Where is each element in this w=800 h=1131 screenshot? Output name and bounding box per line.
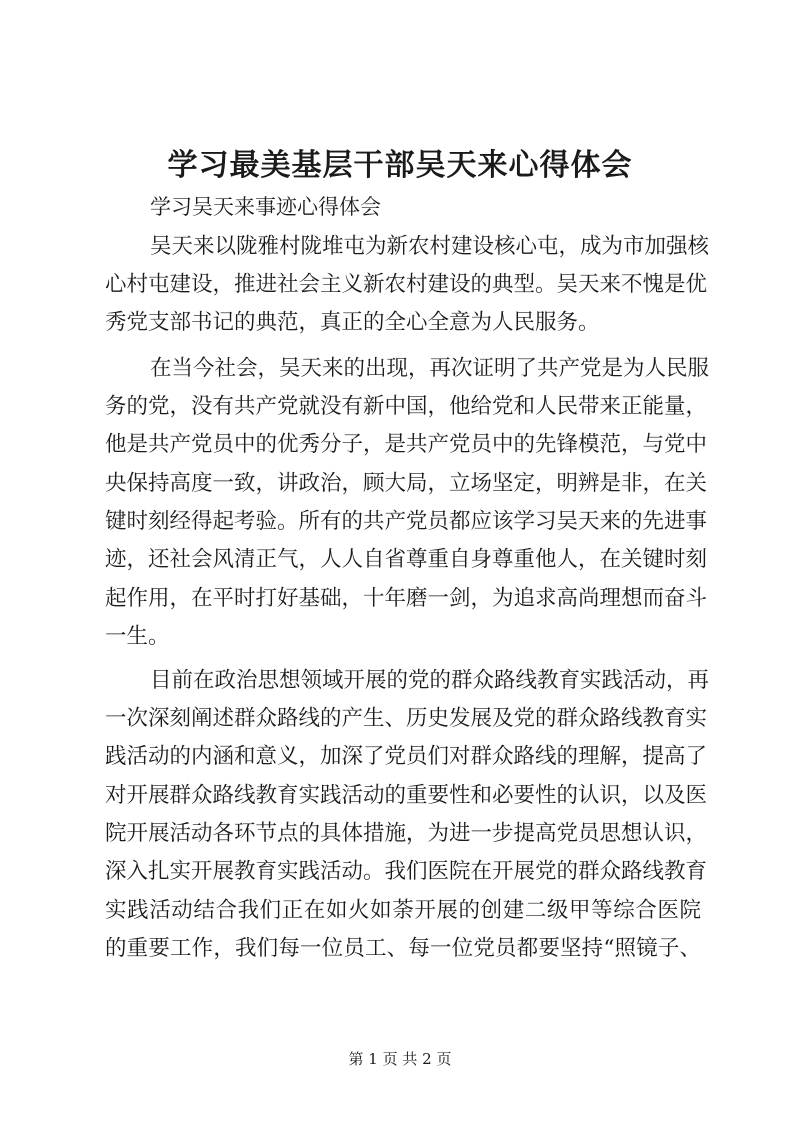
paragraph-2-line-1: 在当今社会，吴天来的出现，再次证明了共产党是为人民服	[150, 356, 710, 381]
paragraph-2-line-3: 他是共产党员中的优秀分子，是共产党员中的先锋模范，与党中	[105, 432, 708, 457]
paragraph-3-line-3: 践活动的内涵和意义，加深了党员们对群众路线的理解，提高了	[105, 744, 708, 769]
paragraph-1-line-2: 心村屯建设，推进社会主义新农村建设的典型。吴天来不愧是优	[105, 272, 708, 297]
paragraph-2-line-5: 键时刻经得起考验。所有的共产党员都应该学习吴天来的先进事	[105, 509, 708, 534]
paragraph-2-line-4: 央保持高度一致，讲政治，顾大局，立场坚定，明辨是非，在关	[105, 471, 708, 496]
paragraph-3-line-2: 一次深刻阐述群众路线的产生、历史发展及党的群众路线教育实	[105, 706, 708, 731]
paragraph-3-line-8: 的重要工作，我们每一位员工、每一位党员都要坚持“照镜子、	[105, 936, 701, 961]
paragraph-3-line-5: 院开展活动各环节点的具体措施，为进一步提高党员思想认识，	[105, 821, 708, 846]
paragraph-3-line-6: 深入扎实开展教育实践活动。我们医院在开展党的群众路线教育	[105, 859, 708, 884]
document-subtitle: 学习吴天来事迹心得体会	[150, 195, 381, 219]
paragraph-1-line-1: 吴天来以陇雅村陇堆屯为新农村建设核心屯，成为市加强核	[150, 234, 710, 259]
paragraph-3-line-7: 实践活动结合我们正在如火如荼开展的创建二级甲等综合医院	[105, 898, 701, 923]
paragraph-2-line-8: 一生。	[105, 624, 170, 649]
paragraph-3-line-4: 对开展群众路线教育实践活动的重要性和必要性的认识，以及医	[105, 783, 708, 808]
paragraph-1-line-3: 秀党支部书记的典范，真正的全心全意为人民服务。	[105, 310, 600, 335]
paragraph-2-line-2: 务的党，没有共产党就没有新中国，他给党和人民带来正能量，	[105, 394, 708, 419]
document-title: 学习最美基层干部吴天来心得体会	[167, 148, 633, 183]
paragraph-2-line-6: 迹，还社会风清正气，人人自省尊重自身尊重他人，在关键时刻	[105, 547, 708, 572]
page-number-footer: 第 1 页 共 2 页	[348, 1050, 452, 1068]
paragraph-2-line-7: 起作用，在平时打好基础，十年磨一剑，为追求高尚理想而奋斗	[105, 586, 708, 611]
paragraph-3-line-1: 目前在政治思想领域开展的党的群众路线教育实践活动，再	[150, 668, 710, 693]
